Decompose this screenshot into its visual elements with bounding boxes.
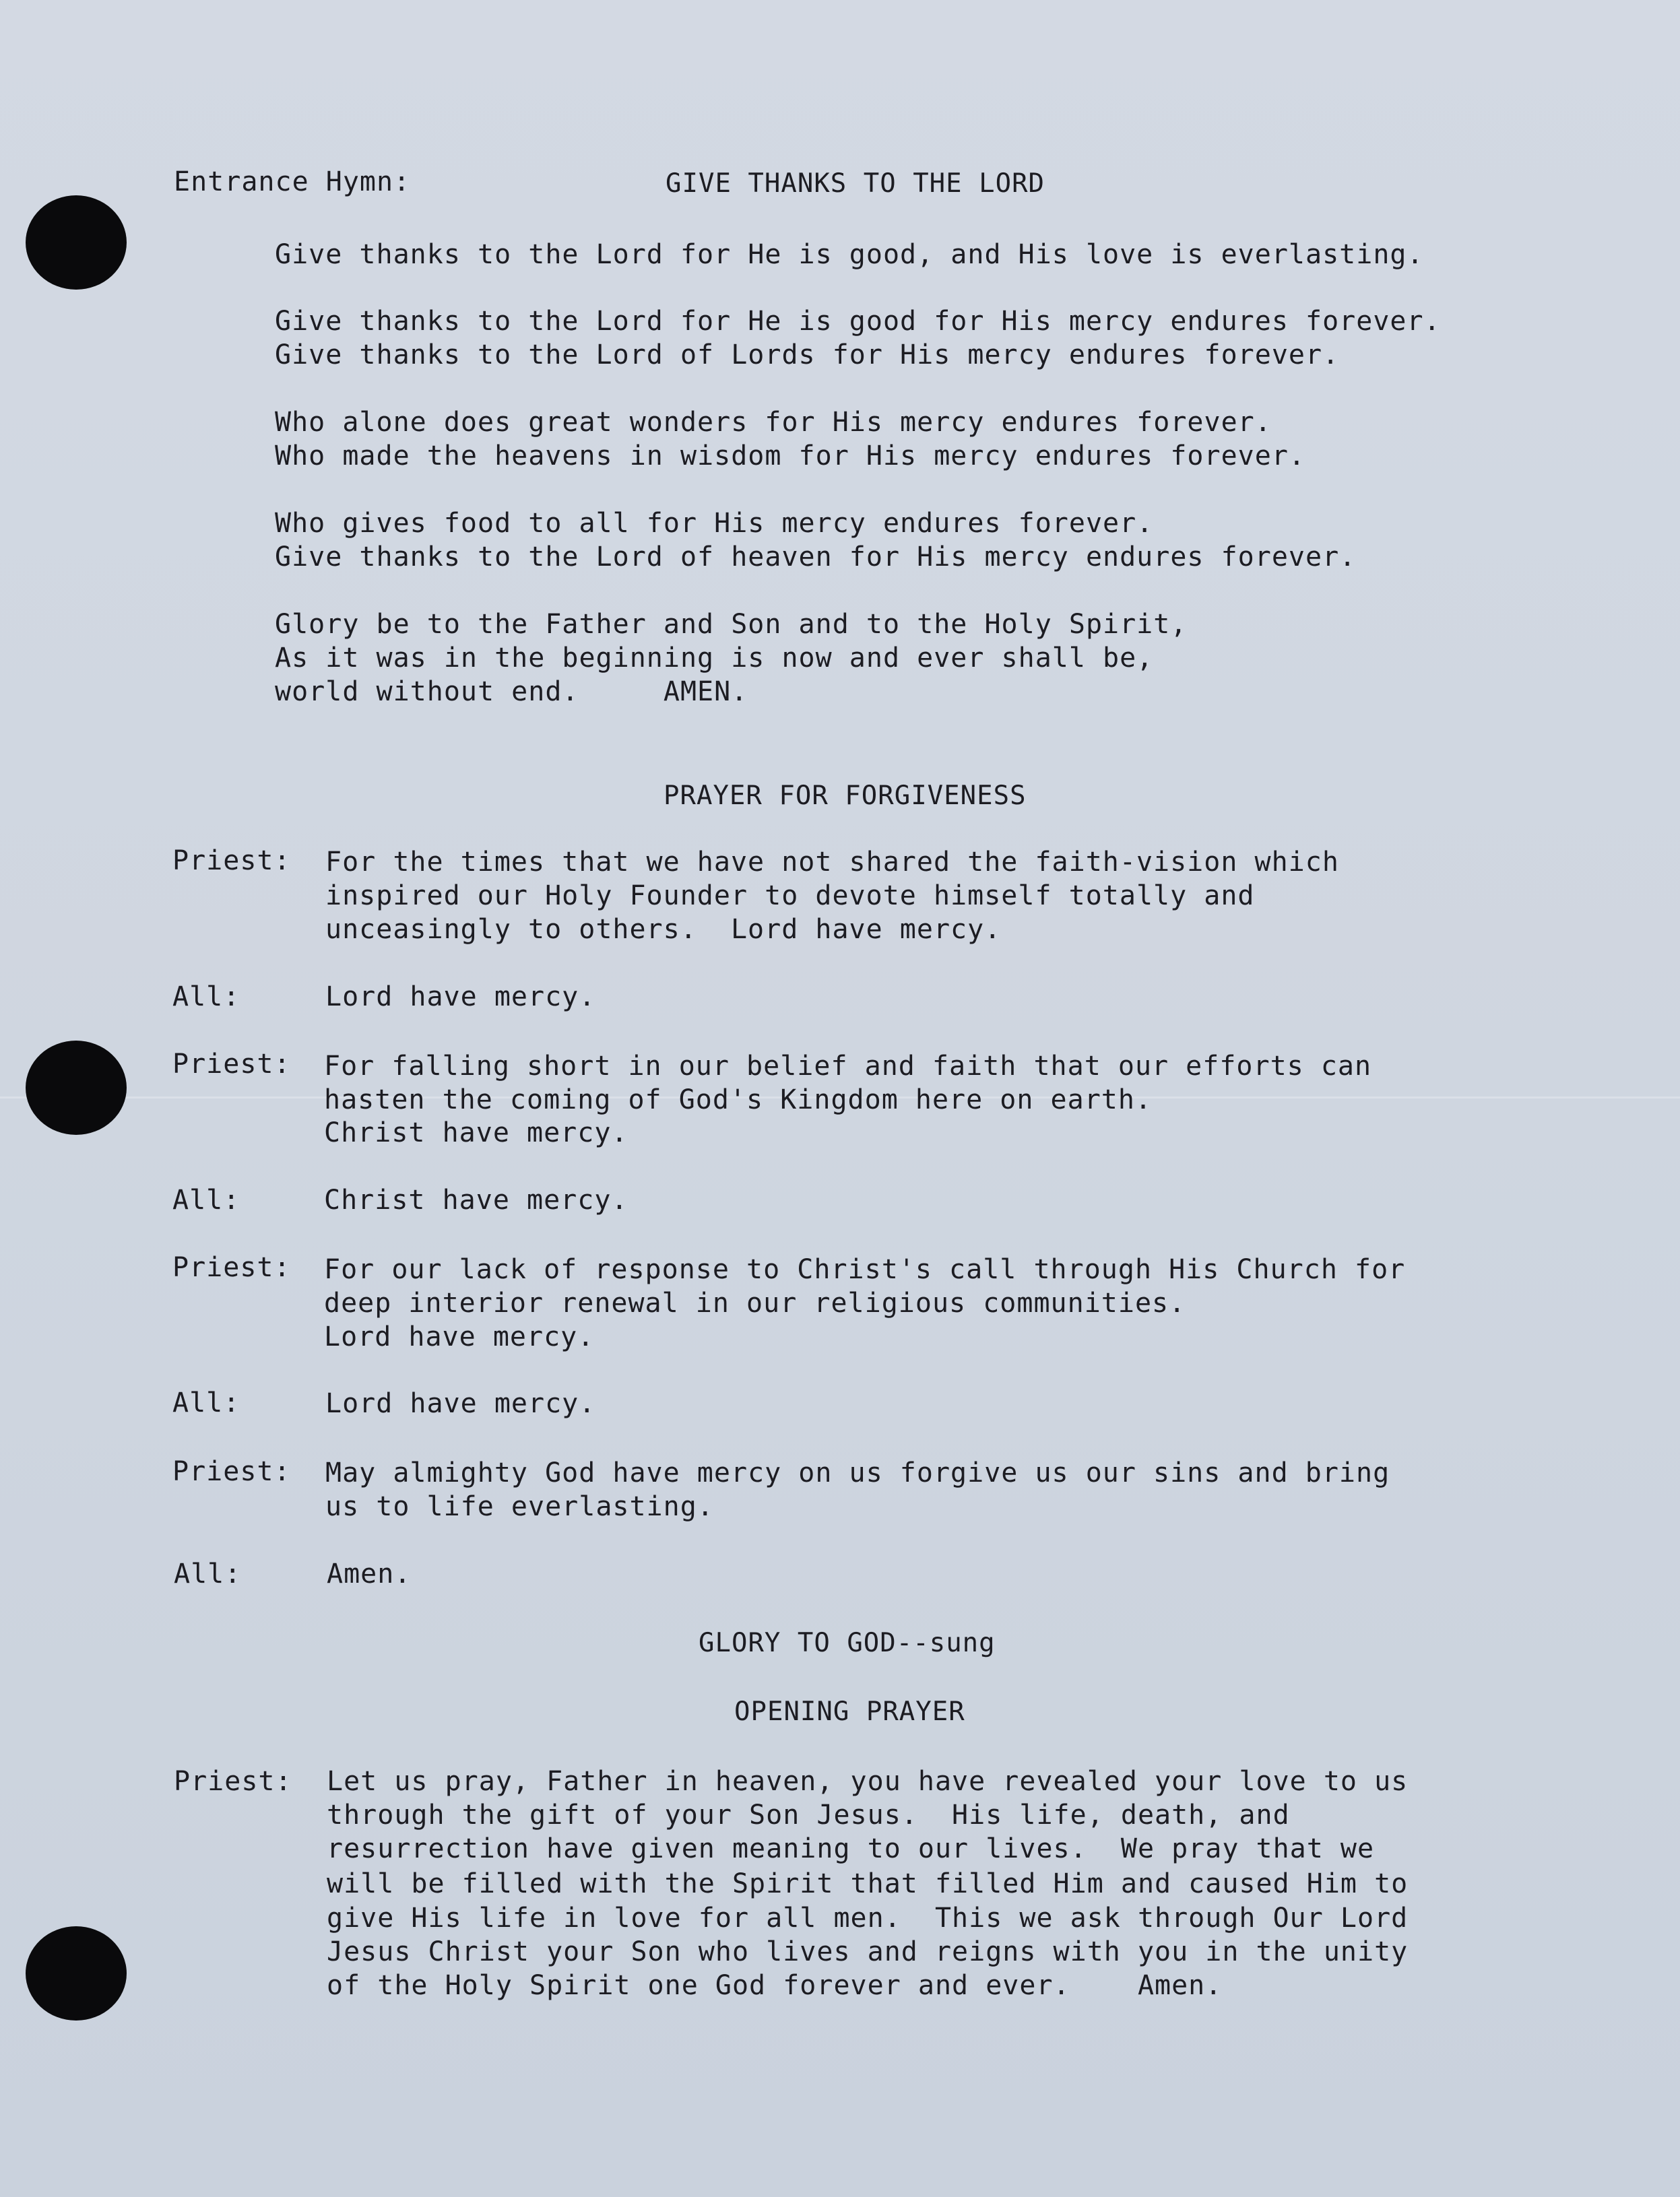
speaker-label-priest: Priest: <box>172 1049 291 1080</box>
prayer-line: deep interior renewal in our religious communities. <box>324 1288 1186 1319</box>
response-line: Lord have mercy. <box>325 981 596 1012</box>
punch-hole-middle <box>26 1041 127 1135</box>
speaker-label-priest: Priest: <box>172 845 291 876</box>
entrance-hymn-title: GIVE THANKS TO THE LORD <box>666 168 1045 199</box>
speaker-label-all: All: <box>172 1185 240 1216</box>
hymn-verse-line: Who alone does great wonders for His mercy endures forever. <box>275 407 1272 438</box>
gloria-title: GLORY TO GOD--sung <box>699 1628 996 1658</box>
prayer-line: of the Holy Spirit one God forever and ever. Amen. <box>327 1970 1223 2001</box>
punch-hole-bottom <box>26 1926 127 2021</box>
hymn-verse-line: As it was in the beginning is now and ever shall be, <box>275 643 1154 674</box>
prayer-line: give His life in love for all men. This we ask through Our Lord <box>327 1903 1409 1934</box>
speaker-label-all: All: <box>174 1559 242 1589</box>
prayer-line: inspired our Holy Founder to devote himself totally and <box>325 880 1255 911</box>
prayer-line: For the times that we have not shared the faith-vision which <box>325 847 1339 878</box>
prayer-line: will be filled with the Spirit that filled Him and caused Him to <box>327 1868 1409 1899</box>
hymn-verse-line: world without end. AMEN. <box>275 676 748 707</box>
prayer-line: through the gift of your Son Jesus. His life, death, and <box>327 1800 1290 1831</box>
entrance-hymn-label: Entrance Hymn: <box>174 166 411 197</box>
hymn-verse-line: Give thanks to the Lord of heaven for His mercy endures forever. <box>275 542 1357 572</box>
prayer-line: Let us pray, Father in heaven, you have revealed your love to us <box>327 1766 1409 1797</box>
speaker-label-all: All: <box>172 981 240 1012</box>
forgiveness-title: PRAYER FOR FORGIVENESS <box>664 781 1027 811</box>
speaker-label-priest: Priest: <box>174 1766 292 1797</box>
prayer-line: For our lack of response to Christ's call through His Church for <box>324 1254 1406 1285</box>
punch-hole-top <box>26 195 127 290</box>
hymn-verse-line: Who made the heavens in wisdom for His mercy endures forever. <box>275 440 1306 471</box>
prayer-line: us to life everlasting. <box>325 1491 714 1522</box>
response-line: Christ have mercy. <box>324 1185 628 1216</box>
opening-prayer-title: OPENING PRAYER <box>734 1697 965 1727</box>
speaker-label-all: All: <box>172 1387 240 1418</box>
prayer-line: hasten the coming of God's Kingdom here on earth. <box>324 1084 1153 1115</box>
speaker-label-priest: Priest: <box>172 1456 291 1487</box>
prayer-line: Christ have mercy. <box>324 1117 628 1148</box>
prayer-line: Lord have mercy. <box>324 1321 595 1352</box>
prayer-line: May almighty God have mercy on us forgive us our sins and bring <box>325 1457 1390 1488</box>
prayer-line: Jesus Christ your Son who lives and reigns with you in the unity <box>327 1936 1409 1967</box>
prayer-line: unceasingly to others. Lord have mercy. <box>325 914 1002 945</box>
hymn-verse-line: Who gives food to all for His mercy endures forever. <box>275 508 1154 539</box>
hymn-verse-line: Give thanks to the Lord for He is good for His mercy endures forever. <box>275 306 1441 337</box>
response-line: Amen. <box>327 1559 412 1589</box>
hymn-verse-line: Glory be to the Father and Son and to the Holy Spirit, <box>275 609 1188 640</box>
response-line: Lord have mercy. <box>325 1388 596 1419</box>
hymn-verse-line: Give thanks to the Lord for He is good, and His love is everlasting. <box>275 239 1424 270</box>
hymn-verse-line: Give thanks to the Lord of Lords for His mercy endures forever. <box>275 339 1340 370</box>
speaker-label-priest: Priest: <box>172 1252 291 1283</box>
prayer-line: resurrection have given meaning to our lives. We pray that we <box>327 1833 1375 1864</box>
prayer-line: For falling short in our belief and faith that our efforts can <box>324 1051 1372 1082</box>
